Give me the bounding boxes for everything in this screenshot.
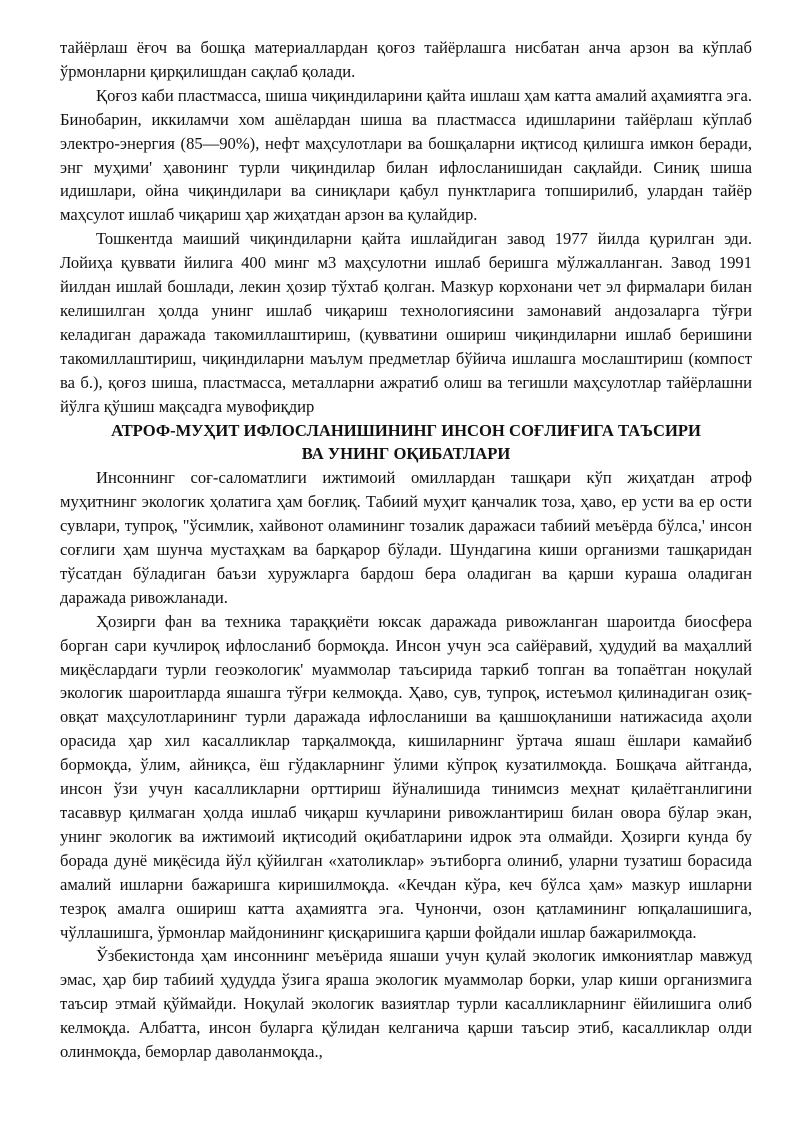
section-heading-line-2: ВА УНИНГ ОҚИБАТЛАРИ — [301, 444, 511, 464]
section-heading — [60, 419, 752, 467]
section-heading-line-1: АТРОФ-МУҲИТ ИФЛОСЛАНИШИНИНГ ИНСОН СОҒЛИҒИГА ТАЪСИРИ — [111, 420, 701, 440]
paragraph-health-environment: Инсоннинг соғ-саломатлиги ижтимоий омиллардан ташқари кўп жиҳатдан атроф муҳитнинг экологик ҳолатига ҳам боғлиқ. Табиий муҳит қанчалик тоза, ҳаво, ер усти ва ер ости сувлари, тупроқ, "ўсимлик, хайвонот оламининг тозалик даражаси табиий меъёрда бўлса,' инсон соғлиги ҳам шунча мустаҳкам ва барқарор бўлади. Шундагина киши организми ташқаридан тўсатдан бўладиган баъзи хуружларга бардош бера оладиган ва қарши кураша оладиган даражада ривожланади. — [60, 468, 752, 607]
paragraph-biosphere-pollution: Ҳозирги фан ва техника тараққиёти юксак даражада ривожланган шароитда биосфера борган сари кучлироқ ифлосланиб бормоқда. Инсон учун эса сайёравий, ҳудудий ва маҳаллий миқёслардаги турли геоэкологик' муаммолар таъсирида таркиб топган ва топаётган ноқулай экологик шароитларда яшашга тўғри келмоқда. Ҳаво, сув, тупроқ, истеъмол қилинадиган озиқ-овқат маҳсулотларининг турли даражада ифлосланиши ва қашшоқланиши натижасида аҳоли орасида ҳар хил касалликлар тарқалмоқда, кишиларнинг ўртача яшаш ёшлари камайиб бормоқда, ўлим, айниқса, ёш гўдакларнинг ўлими кўпроқ кузатилмоқда. Бошқача айтганда, инсон ўзи учун касалликларни орттириш йўналишида тинимсиз меҳнат қилаётганлигини тасаввур қилмаган ҳолда ишлаб чиқарш кучларини ривожлантириш билан овора бўлар экан, унинг экологик ва ижтимоий иқтисодий оқибатларини идрок эта олмайди. Ҳозирги кунда бу борада дунё миқёсида йўл қўйилган «хатоликлар» эътиборга олиниб, уларни тузатиш борасида амалий ишларни бажаришга киришилмоқда. «Кечдан кўра, кеч бўлса ҳам» мазкур ишларни тезроқ амалга ошириш катта аҳамиятга эга. Чунончи, озон қатламининг юпқалашишига, чўллашишга, ўрмонлар майдонининг қисқаришига қарши фойдали ишлар бажарилмоқда. — [60, 611, 752, 942]
paragraph-uzbekistan: Ўзбекистонда ҳам инсоннинг меъёрида яшаши учун қулай экологик имкониятлар мавжуд эмас, ҳар бир табиий ҳудудда ўзига яраша экологик муаммолар борки, улар киши организмига таъсир этмай қўймайди. Ноқулай экологик вазиятлар турли касалликларнинг ёйилишига олиб келмоқда. Албатта, инсон буларга қўлидан келганича қарши таъсир этиб, касалликлар олди олинмоқда, беморлар даволанмоқда., — [60, 946, 752, 1062]
paragraph-1-continued: тайёрлаш ёғоч ва бошқа материаллардан қоғоз тайёрлашга нисбатан анча арзон ва кўплаб ўрмонларни қирқилишдан сақлаб қолади. — [60, 38, 752, 81]
paragraph-recycling-plastic-glass: Қоғоз каби пластмасса, шиша чиқиндиларини қайта ишлаш ҳам катта амалий аҳамиятга эга. Бинобарин, иккиламчи хом ашёлардан шиша ва пластмасса идишларини тайёрлаш кўплаб электро-энергия (85—90%), нефт маҳсулотлари ва бошқаларни иқтисод қилишга имкон беради, энг муҳими' ҳавонинг турли чиқиндилар билан ифлосланишидан сақлайди. Синиқ шиша идишлари, ойна чиқиндилари ва синиқлари қабул пунктларига топширилиб, улардан тайёр маҳсулот ишлаб чиқариш ҳар жиҳатдан арзон ва қулайдир. — [60, 85, 752, 225]
document-page — [60, 36, 752, 1064]
paragraph-tashkent-plant: Тошкентда маиший чиқиндиларни қайта ишлайдиган завод 1977 йилда қурилган эди. Лойиҳа қуввати йилига 400 минг м3 маҳсулотни ишлаб беришга мўлжалланган. Завод 1991 йилдан ишлай бошлади, лекин ҳозир тўхтаб қолган. Мазкур корхонани чет эл фирмалари билан келишилган ҳолда унинг ишлаб чиқариш технологиясини замонавий андозаларга тўғри келадиган даражада такомиллаштириш, (қувватини ошириш чиқиндиларни ишлаб беришини такомиллаштириш, чиқиндиларни маълум предметлар бўйича ишлашга мослаштириш (компост ва б.), қоғоз шиша, пластмасса, металларни ажратиб олиш ва тегишли маҳсулотлар тайёрлашни йўлга қўшиш мақсадга мувофиқдир — [60, 229, 752, 416]
